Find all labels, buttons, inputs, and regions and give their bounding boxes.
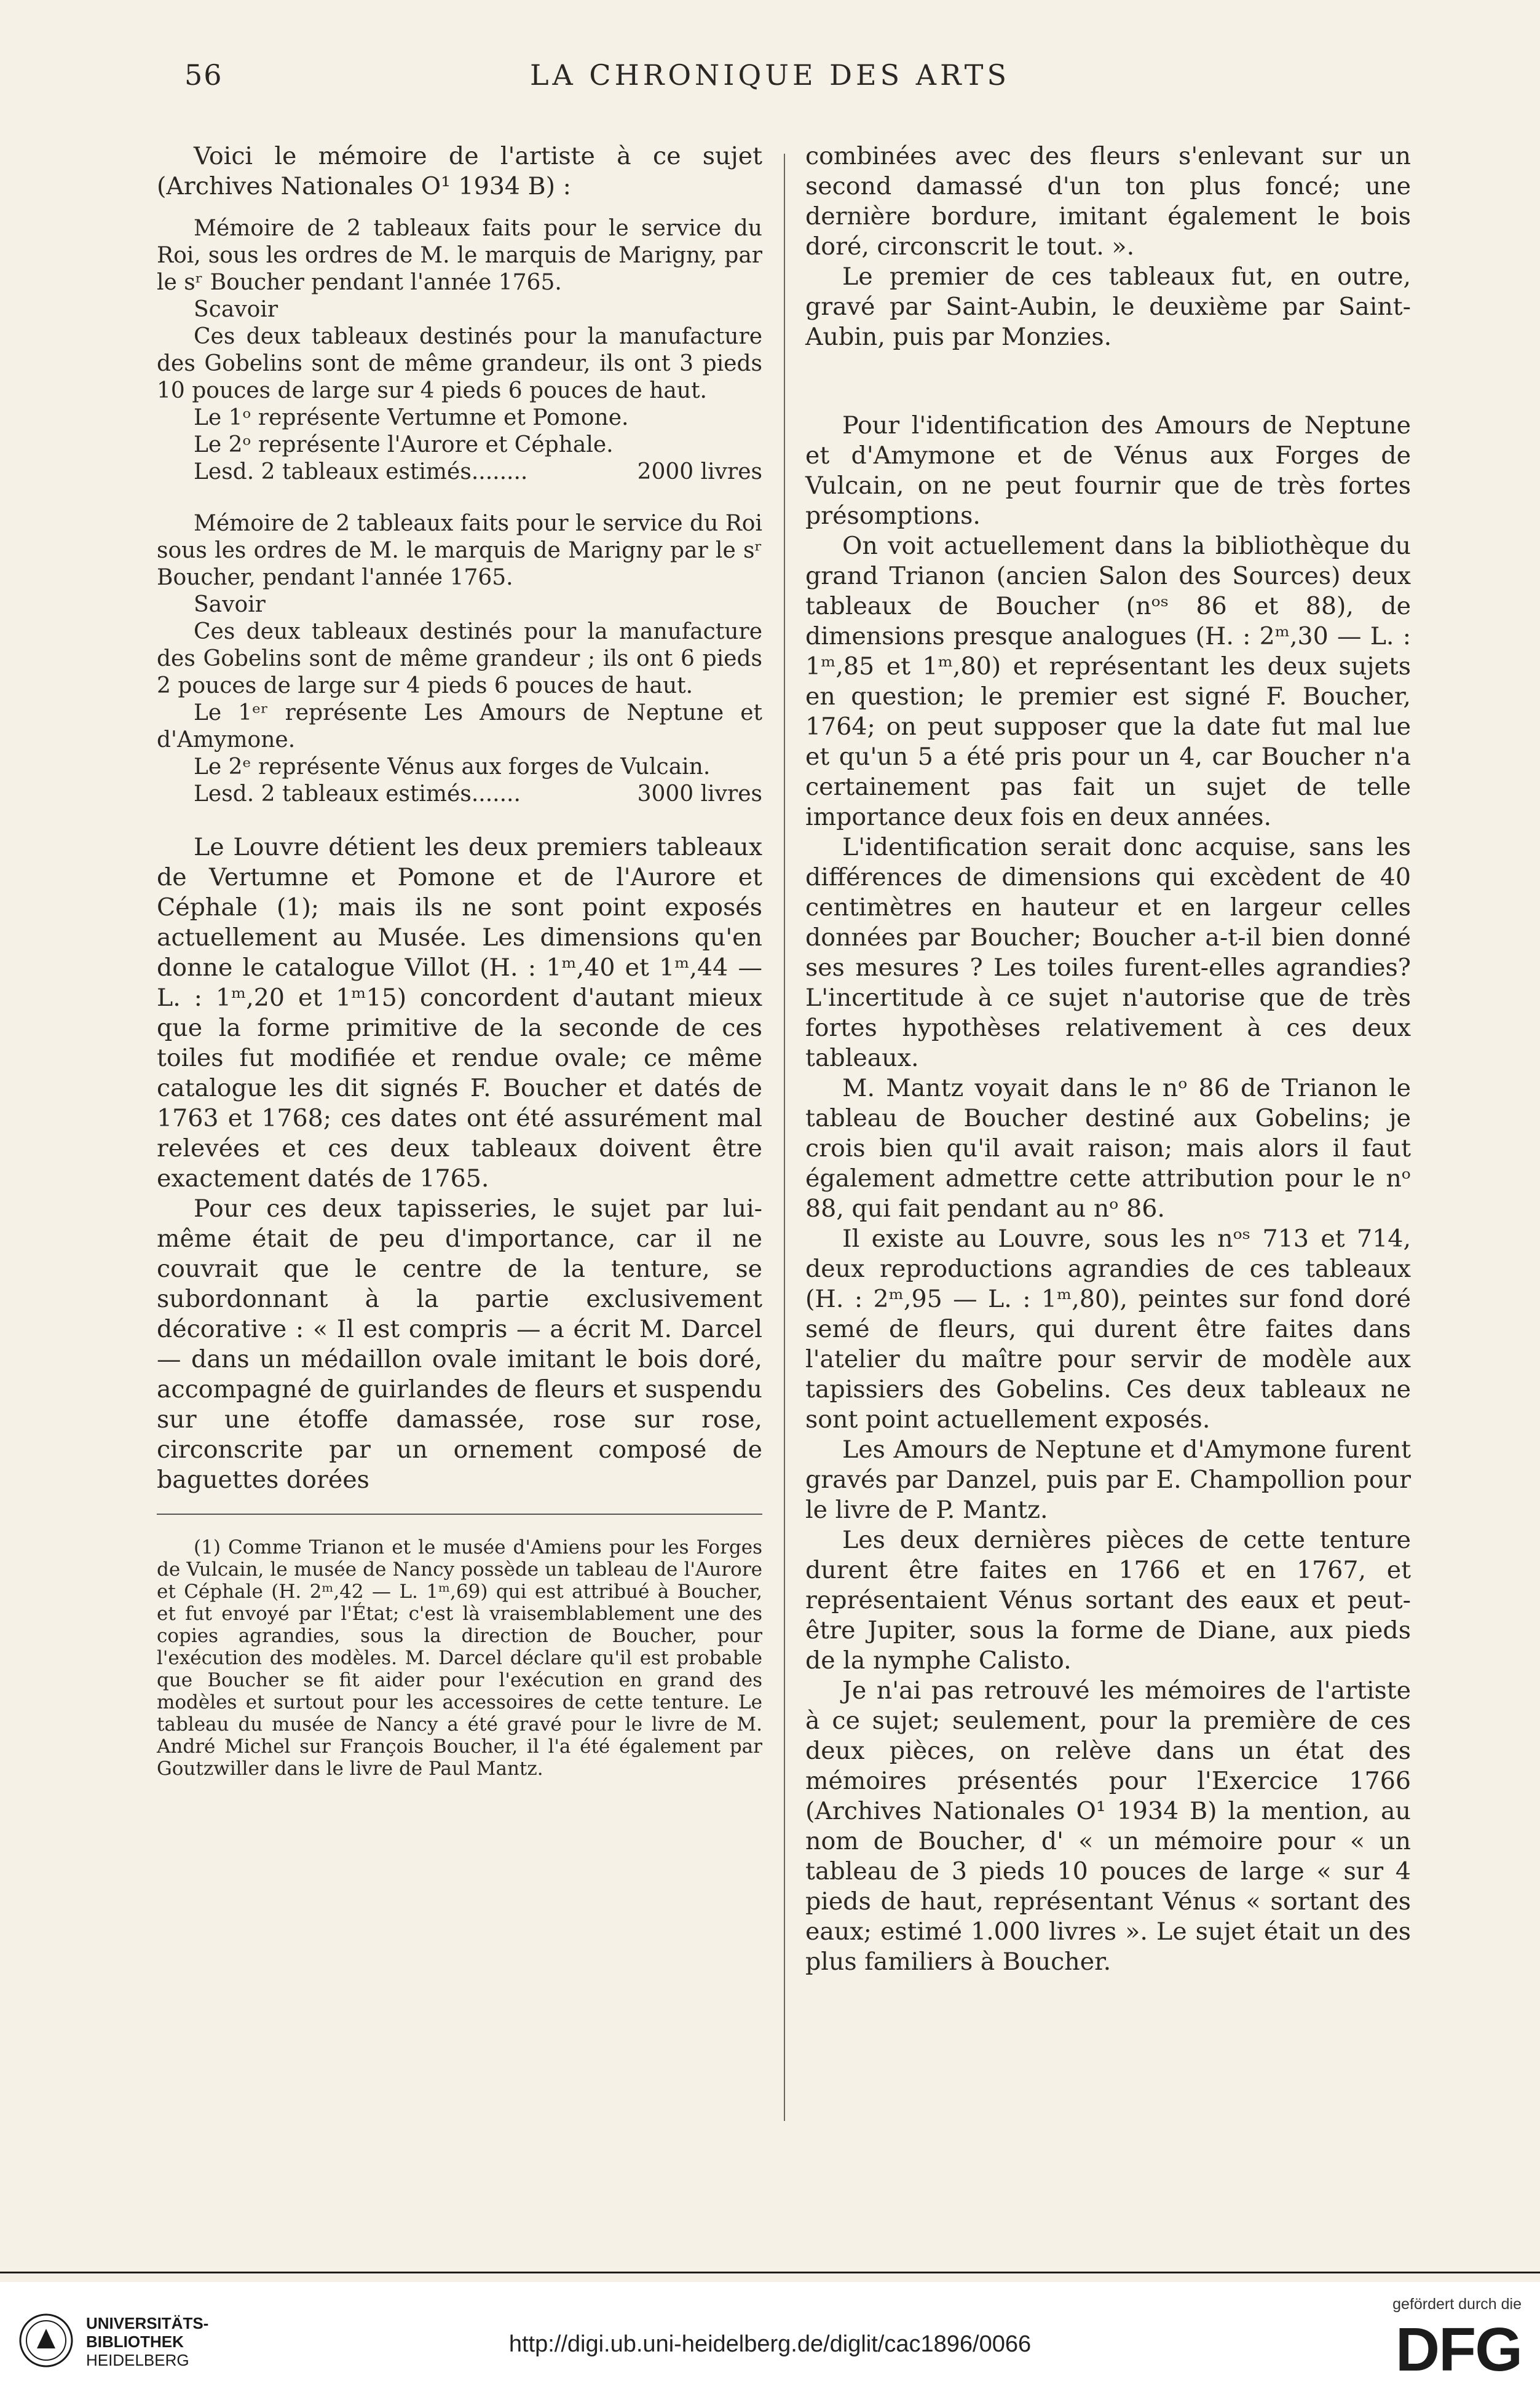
memo-2-item-1: Le 1ᵉʳ représente Les Amours de Neptune et d'Amymone. [157, 700, 762, 752]
memo-1-item-1: Le 1ᵒ représente Vertumne et Pomone. [194, 405, 629, 430]
memo-1-total-label: Lesd. 2 tableaux estimés........ [194, 459, 528, 484]
column-divider [784, 154, 785, 2121]
memo-1-total [157, 459, 762, 486]
memo-2-total [157, 781, 762, 808]
running-title: LA CHRONIQUE DES ARTS [530, 58, 1010, 92]
memo-2-savoir: Savoir [194, 592, 266, 617]
right-column [805, 141, 1411, 1977]
memo-1-body: Ces deux tableaux destinés pour la manufacture des Gobelins sont de même grandeur, ils ont 3 pieds 10 pouces de large sur 4 pieds 6 pouces de haut. [157, 324, 762, 403]
memo-1-title: Mémoire de 2 tableaux faits pour le service du Roi, sous les ordres de M. le marquis de Marigny, par le sʳ Boucher pendant l'année 1765. [157, 216, 762, 295]
library-name-line-2: BIBLIOTHEK [86, 2332, 184, 2351]
page-number: 56 [184, 58, 223, 92]
body-paragraph-amours: Les Amours de Neptune et d'Amymone furent gravés par Danzel, puis par E. Champollion pour le livre de P. Mantz. [805, 1435, 1411, 1524]
body-paragraph-dernieres-pieces: Les deux dernières pièces de cette tenture durent être faites en 1766 et en 1767, et représentaient Vénus sortant des eaux et peut-être Jupiter, sous la forme de Diane, aux pieds de la nymphe Calisto. [805, 1526, 1411, 1675]
body-paragraph-acquise: L'identification serait donc acquise, sans les différences de dimensions qui excèdent de 40 centimètres en hauteur et en largeur celles données par Boucher; Boucher a-t-il bien donné ses mesures ? Les toiles furent-elles agrandies? L'incertitude à ce sujet n'autorise que de très fortes hypothèses relativement à ces deux tableaux. [805, 833, 1411, 1072]
library-name-line-1: UNIVERSITÄTS- [86, 2314, 209, 2332]
memo-2-item-2: Le 2ᵉ représente Vénus aux forges de Vulcain. [194, 754, 711, 780]
left-column [157, 141, 762, 1780]
memo-1-item-2: Le 2ᵒ représente l'Aurore et Céphale. [194, 432, 614, 457]
body-paragraph-louvre: Le Louvre détient les deux premiers tableaux de Vertumne et Pomone et de l'Aurore et Céphale (1); mais ils ne sont point exposés actuellement au Musée. Les dimensions qu'en donne le catalogue Villot (H. : 1ᵐ,40 et 1ᵐ,44 — L. : 1ᵐ,20 et 1ᵐ15) concordent d'autant mieux que la forme primitive de la seconde de ces toiles fut modifiée et rendue ovale; ce même catalogue les dit signés F. Boucher et datés de 1763 et 1768; ces dates ont été assurément mal relevées et ces deux tableaux doivent être exactement datés de 1765. [157, 833, 762, 1193]
body-paragraph-continuation: combinées avec des fleurs s'enlevant sur un second damassé d'un ton plus foncé; une dernière bordure, imitant également le bois doré, circonscrit le tout. ». [805, 142, 1411, 261]
memo-2 [157, 510, 762, 808]
memo-2-title: Mémoire de 2 tableaux faits pour le service du Roi sous les ordres de M. le marquis de Marigny par le sʳ Boucher, pendant l'année 1765. [157, 511, 762, 590]
body-paragraph-trianon: On voit actuellement dans la bibliothèque du grand Trianon (ancien Salon des Sources) deux tableaux de Boucher (nᵒˢ 86 et 88), de dimensions presque analogues (H. : 2ᵐ,30 — L. : 1ᵐ,85 et 1ᵐ,80) et représentant les deux sujets en question; le premier est signé F. Boucher, 1764; on peut supposer que la date fut mal lue et qu'un 5 a été pris pour un 4, car Boucher n'a certainement pas fait un sujet de telle importance deux fois en deux années. [805, 532, 1411, 831]
dfg-logo: DFG [1395, 2315, 1522, 2384]
intro-paragraph: Voici le mémoire de l'artiste à ce sujet (Archives Nationales O¹ 1934 B) : [157, 142, 762, 200]
body-paragraph-louvre-reproductions: Il existe au Louvre, sous les nᵒˢ 713 et 714, deux reproductions agrandies de ces tableaux (H. : 2ᵐ,95 — L. : 1ᵐ,80), peintes sur fond doré semé de fleurs, qui durent être faites dans l'atelier du maître pour servir de modèle aux tapissiers des Gobelins. Ces deux tableaux ne sont point actuellement exposés. [805, 1225, 1411, 1434]
source-url-link[interactable]: http://digi.ub.uni-heidelberg.de/diglit/cac1896/0066 [508, 2331, 1032, 2357]
footnote-text: (1) Comme Trianon et le musée d'Amiens pour les Forges de Vulcain, le musée de Nancy possède un tableau de l'Aurore et Céphale (H. 2ᵐ,42 — L. 1ᵐ,69) qui est attribué à Boucher, et fut envoyé par l'État; c'est là vraisemblablement une des copies agrandies, sous la direction de Boucher, pour l'exécution des modèles. M. Darcel déclare qu'il est probable que Boucher se fit aider pour l'exécution en grand des modèles et surtout pour les accessoires de cette tenture. Le tableau du musée de Nancy a été gravé pour le livre de M. André Michel sur François Boucher, il l'a été également par Goutzwiller dans le livre de Paul Mantz. [157, 1536, 762, 1780]
footnote-divider [157, 1514, 762, 1515]
library-name-line-3: HEIDELBERG [86, 2351, 189, 2369]
body-paragraph-identification: Pour l'identification des Amours de Neptune et d'Amymone et de Vénus aux Forges de Vulcain, on ne peut fournir que de très fortes présomptions. [805, 411, 1411, 530]
memo-2-total-label: Lesd. 2 tableaux estimés....... [194, 781, 521, 807]
memo-2-total-value: 3000 livres [637, 781, 762, 807]
body-paragraph-gravure: Le premier de ces tableaux fut, en outre, gravé par Saint-Aubin, le deuxième par Saint-Aubin, puis par Monzies. [805, 263, 1411, 351]
memo-1-total-value: 2000 livres [637, 459, 762, 484]
footer-divider [0, 2272, 1540, 2273]
memo-1-scavoir: Scavoir [194, 297, 278, 322]
memo-1 [157, 215, 762, 486]
body-paragraph-tapisseries: Pour ces deux tapisseries, le sujet par lui-même était de peu d'importance, car il ne couvrait que le centre de la tenture, se subordonnant à la partie exclusivement décorative : « Il est compris — a écrit M. Darcel — dans un médaillon ovale imitant le bois doré, accompagné de guirlandes de fleurs et suspendu sur une étoffe damassée, rose sur rose, circonscrite par un ornement composé de baguettes dorées [157, 1195, 762, 1494]
footer-bar [0, 2282, 1540, 2397]
memo-2-body: Ces deux tableaux destinés pour la manufacture des Gobelins sont de même grandeur ; ils ont 6 pieds 2 pouces de large sur 4 pieds 6 pouces de haut. [157, 619, 762, 698]
body-paragraph-mantz: M. Mantz voyait dans le nᵒ 86 de Trianon le tableau de Boucher destiné aux Gobelins; je crois bien qu'il avait raison; mais alors il faut également admettre cette attribution pour le nᵒ 88, qui fait pendant au nᵒ 86. [805, 1074, 1411, 1223]
funding-note: gefördert durch die [1392, 2296, 1522, 2313]
body-paragraph-memoires: Je n'ai pas retrouvé les mémoires de l'artiste à ce sujet; seulement, pour la première de ces deux pièces, on relève dans un état des mémoires présentés pour l'Exercice 1766 (Archives Nationales O¹ 1934 B) la mention, au nom de Boucher, d' « un mémoire pour « un tableau de 3 pieds 10 pouces de large « sur 4 pieds de haut, représentant Vénus « sortant des eaux; estimé 1.000 livres ». Le sujet était un des plus familiers à Boucher. [805, 1676, 1411, 1976]
footnote [157, 1536, 762, 1780]
